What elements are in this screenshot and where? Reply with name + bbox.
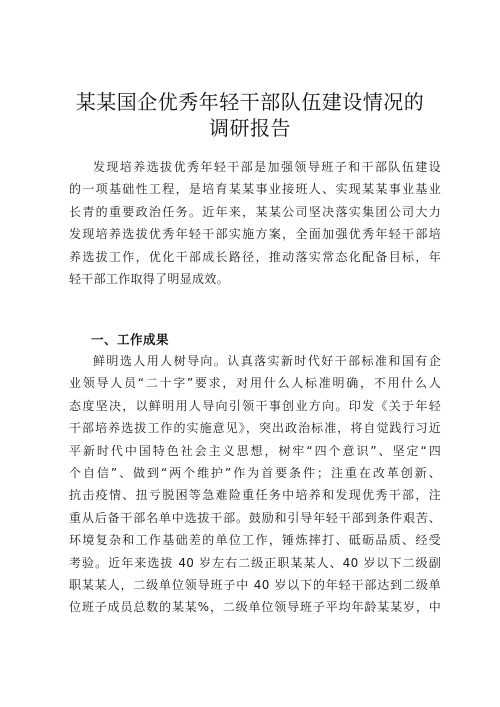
- paragraph-line: 发现培养选拔优秀年轻干部实施方案，全面加强优秀年轻干部培: [69, 227, 441, 242]
- paragraph-line: 抗击疫情、扭亏脱困等急难险重任务中培养和发现优秀干部，注: [69, 488, 441, 503]
- paragraph-line: 考验。近年来选拔 40 岁左右二级正职某某人、40 岁以下二级副: [69, 555, 441, 570]
- paragraph-line: 养选拔工作，优化干部成长路径，推动落实常态化配备目标，年: [69, 249, 441, 264]
- paragraph-line: 位班子成员总数的某某%，二级单位领导班子平均年龄某某岁，中: [69, 600, 441, 615]
- section-heading: 一、工作成果: [91, 332, 170, 347]
- paragraph-line: 的一项基础性工程，是培育某某事业接班人、实现某某事业基业: [69, 182, 441, 197]
- document-title-line-2: 调研报告: [209, 116, 291, 140]
- paragraph-line: 长青的重要政治任务。近年来，某某公司坚决落实集团公司大力: [69, 204, 441, 219]
- paragraph-line: 态度坚决，以鲜明用人导向引领干事创业方向。印发《关于年轻: [69, 398, 441, 413]
- paragraph-line: 重从后备干部名单中选拔干部。鼓励和引导年轻干部到条件艰苦、: [69, 510, 441, 525]
- paragraph-line: 个自信”、做到“两个维护”作为首要条件；注重在改革创新、: [69, 465, 441, 480]
- paragraph-line: 平新时代中国特色社会主义思想，树牢“四个意识”、坚定“四: [69, 443, 441, 458]
- section-paragraph: [69, 350, 441, 619]
- paragraph-line: 干部培养选拔工作的实施意见》，突出政治标准，将自觉践行习近: [69, 421, 441, 436]
- paragraph-line: 鲜明选人用人树导向。认真落实新时代好干部标准和国有企: [93, 354, 441, 368]
- paragraph-line: 职某某人，二级单位领导班子中 40 岁以下的年轻干部达到二级单: [69, 577, 441, 592]
- paragraph-line: 环境复杂和工作基础差的单位工作，锤炼摔打、砥砺品质、经受: [69, 533, 441, 548]
- paragraph-line: 轻干部工作取得了明显成效。: [69, 271, 229, 286]
- paragraph-line: 业领导人员“二十字”要求，对用什么人标准明确，不用什么人: [69, 376, 441, 391]
- intro-paragraph: [69, 156, 441, 290]
- paragraph-line: 发现培养选拔优秀年轻干部是加强领导班子和干部队伍建设: [93, 160, 441, 174]
- document-title-line-1: 某某国企优秀年轻干部队伍建设情况的: [75, 90, 425, 114]
